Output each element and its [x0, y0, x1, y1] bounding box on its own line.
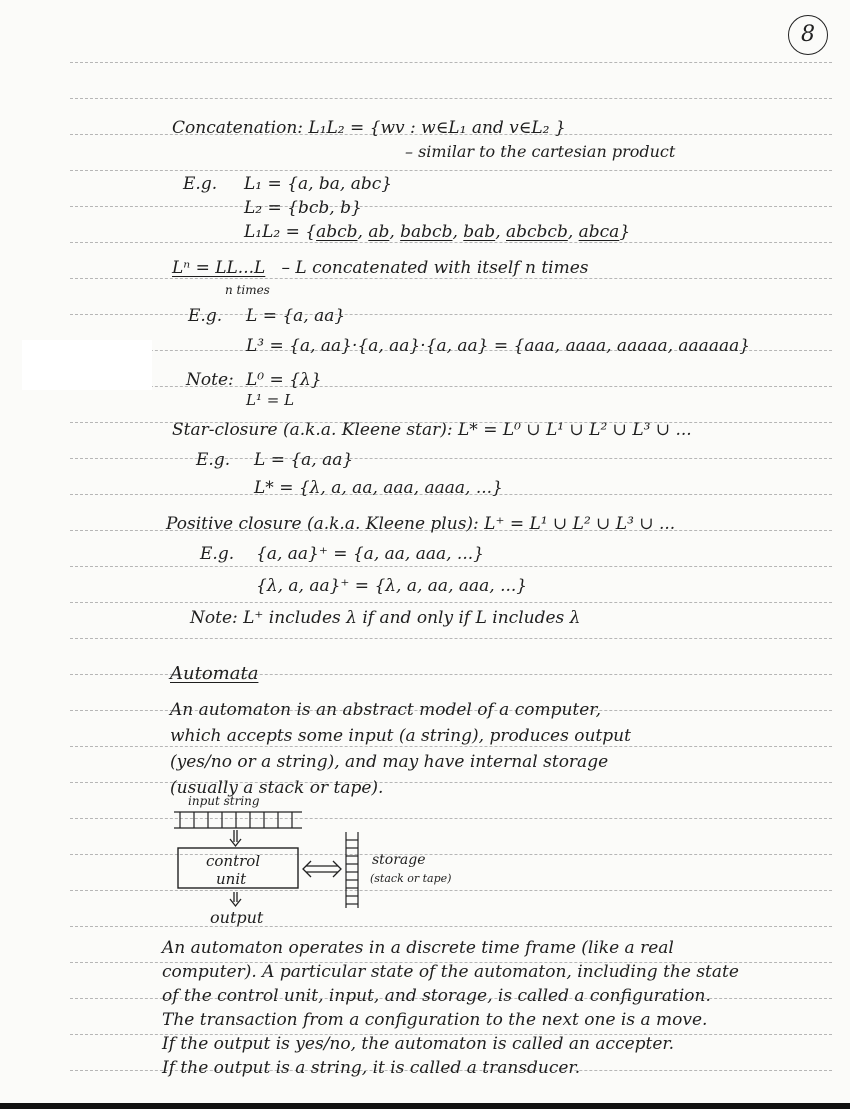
ruled-line: [70, 62, 832, 63]
l1l2-item: ab: [368, 222, 390, 242]
l1-definition: L₁ = {a, ba, abc}: [244, 174, 393, 194]
l1l2-suffix: }: [619, 222, 631, 242]
note-label: Note:: [186, 370, 234, 390]
ruled-line: [70, 746, 832, 747]
concatenation-definition: Concatenation: L₁L₂ = {wv : w∈L₁ and v∈L₂ }: [172, 118, 566, 138]
l2-definition: L₂ = {bcb, b}: [244, 198, 362, 218]
ruled-line: [70, 278, 832, 279]
automaton-diagram: [170, 794, 500, 928]
ruled-line: [70, 602, 832, 603]
automata-heading: Automata: [170, 663, 259, 684]
automata-paragraph-line: computer). A particular state of the automaton, including the state: [162, 962, 739, 982]
plus-example-1: {a, aa}⁺ = {a, aa, aaa, ...}: [256, 544, 484, 564]
l1l2-item: abca: [578, 222, 620, 242]
power-l-definition: L = {a, aa}: [246, 306, 346, 326]
l1l2-item: babcb: [400, 222, 453, 242]
down-arrow-icon: [230, 892, 241, 906]
scan-edge: [0, 1103, 850, 1109]
ruled-line: [70, 386, 832, 387]
l1l2-item: abcb: [316, 222, 358, 242]
plus-example-2: {λ, a, aa}⁺ = {λ, a, aa, aaa, ...}: [256, 576, 528, 596]
concatenation-eg-label: E.g.: [183, 174, 218, 194]
redaction-patch: [22, 340, 152, 390]
automata-paragraph-line: The transaction from a configuration to the next one is a move.: [162, 1010, 708, 1030]
l1l2-result: L₁L₂ = {abcb, ab, babcb, bab, abcbcb, abca}: [244, 222, 631, 242]
ruled-line: [70, 566, 832, 567]
control-label: control: [206, 852, 261, 870]
note-l1: L¹ = L: [246, 391, 295, 409]
storage-sublabel: (stack or tape): [370, 872, 452, 885]
n-times-label: n times: [225, 283, 270, 297]
power-lhs: Lⁿ = LL...L: [172, 258, 266, 278]
double-arrow-icon: [303, 861, 341, 877]
power-eg-label: E.g.: [188, 306, 223, 326]
ruled-line: [70, 638, 832, 639]
star-l-definition: L = {a, aa}: [254, 450, 354, 470]
automata-paragraph-line: An automaton is an abstract model of a computer,: [170, 700, 601, 720]
concatenation-note: – similar to the cartesian product: [405, 142, 676, 161]
star-closure-definition: Star-closure (a.k.a. Kleene star): L* = L⁰ ∪ L¹ ∪ L² ∪ L³ ∪ ...: [172, 420, 692, 440]
input-tape: [174, 812, 302, 828]
unit-label: unit: [216, 870, 247, 888]
input-string-label: input string: [188, 794, 260, 808]
output-label: output: [210, 908, 264, 927]
plus-note: Note: L⁺ includes λ if and only if L includes λ: [190, 608, 581, 628]
automata-paragraph-line: of the control unit, input, and storage, is called a configuration.: [162, 986, 711, 1006]
page-number: 8: [788, 15, 828, 55]
positive-closure-definition: Positive closure (a.k.a. Kleene plus): L⁺ = L¹ ∪ L² ∪ L³ ∪ ...: [166, 514, 676, 534]
plus-eg-label: E.g.: [200, 544, 235, 564]
power-definition: [172, 258, 589, 278]
ruled-line: [70, 314, 832, 315]
automata-paragraph-line: If the output is yes/no, the automaton is called an accepter.: [162, 1034, 675, 1054]
l-star-result: L* = {λ, a, aa, aaa, aaaa, ...}: [254, 478, 503, 498]
l1l2-item: abcbcb: [506, 222, 568, 242]
ruled-line: [70, 206, 832, 207]
ruled-line: [70, 458, 832, 459]
ruled-line: [70, 98, 832, 99]
storage-stack-icon: [346, 832, 358, 908]
storage-label: storage: [372, 852, 426, 868]
automata-paragraph-line: If the output is a string, it is called a transducer.: [162, 1058, 581, 1078]
l1l2-item: bab: [463, 222, 496, 242]
automata-paragraph-line: An automaton operates in a discrete time frame (like a real: [162, 938, 674, 958]
l-cubed-result: L³ = {a, aa}·{a, aa}·{a, aa} = {aaa, aaaa, aaaaa, aaaaaa}: [246, 336, 751, 356]
automata-paragraph-line: (yes/no or a string), and may have internal storage: [170, 752, 609, 772]
automata-paragraph-line: (usually a stack or tape).: [170, 778, 384, 798]
automata-paragraph-line: which accepts some input (a string), produces output: [170, 726, 631, 746]
power-rhs: – L concatenated with itself n times: [281, 258, 589, 278]
down-arrow-icon: [230, 830, 241, 846]
note-l0: L⁰ = {λ}: [246, 370, 322, 390]
l1l2-prefix: L₁L₂ = {: [244, 222, 317, 242]
star-eg-label: E.g.: [196, 450, 231, 470]
ruled-line: [70, 242, 832, 243]
ruled-line: [70, 170, 832, 171]
